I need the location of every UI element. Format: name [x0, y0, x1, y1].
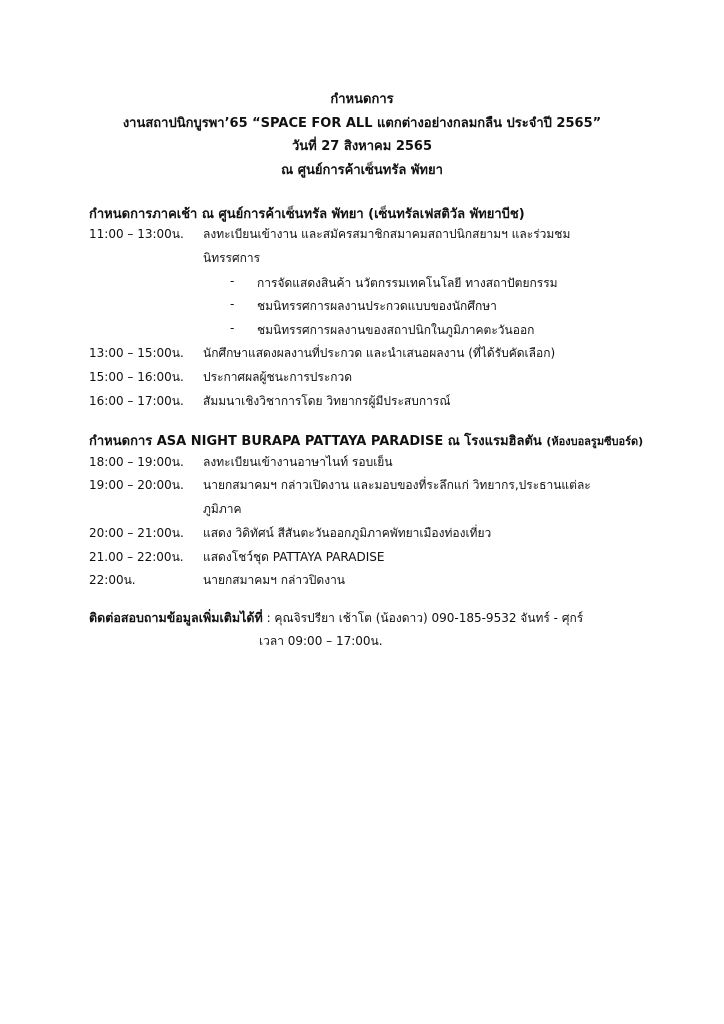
bullet-text: ชมนิทรรศการผลงานของสถาปนิกในภูมิภาคตะวันออก	[257, 323, 535, 337]
contact-hours: เวลา 09:00 – 17:00น.	[259, 634, 383, 648]
schedule-desc: นายกสมาคมฯ กล่าวเปิดงาน และมอบของที่ระลึกแก่ วิทยากร,ประธานแต่ละ	[203, 478, 591, 492]
header-venue: ณ ศูนย์การค้าเซ็นทรัล พัทยา	[281, 162, 443, 178]
bullet-dash: -	[230, 274, 235, 288]
bullet-text: ชมนิทรรศการผลงานประกวดแบบของนักศึกษา	[257, 299, 497, 313]
night-section-title	[89, 430, 643, 451]
header-title: กำหนดการ	[330, 92, 394, 107]
bullet-dash: -	[230, 297, 235, 311]
schedule-time: 18:00 – 19:00น.	[89, 455, 184, 469]
schedule-time: 21.00 – 22:00น.	[89, 550, 184, 564]
schedule-desc: แสดงโชว์ชุด PATTAYA PARADISE	[203, 550, 385, 564]
document-header	[0, 88, 724, 182]
schedule-desc-continuation: นิทรรศการ	[203, 251, 261, 265]
schedule-time: 13:00 – 15:00น.	[89, 346, 184, 360]
schedule-time: 22:00น.	[89, 573, 136, 587]
contact-line	[89, 608, 583, 628]
schedule-desc: แสดง วิดิทัศน์ สีสันตะวันออกภูมิภาคพัทยาเมืองท่องเที่ยว	[203, 526, 492, 540]
schedule-desc: ประกาศผลผู้ชนะการประกวด	[203, 370, 353, 384]
schedule-desc: ลงทะเบียนเข้างานอาษาไนท์ รอบเย็น	[203, 455, 393, 469]
bullet-dash: -	[230, 321, 235, 335]
schedule-desc-continuation: ภูมิภาค	[203, 502, 242, 516]
schedule-time: 19:00 – 20:00น.	[89, 478, 184, 492]
morning-section-title: กำหนดการภาคเช้า ณ ศูนย์การค้าเซ็นทรัล พัทยา (เซ็นทรัลเฟสติวัล พัทยาบีช)	[89, 207, 525, 222]
night-section-title-text: กำหนดการ ASA NIGHT BURAPA PATTAYA PARADISE ณ โรงแรมฮิลตัน	[89, 434, 542, 449]
night-section-title-suffix: (ห้องบอลรูมซีบอร์ด)	[546, 435, 644, 448]
contact-label: ติดต่อสอบถามข้อมูลเพิ่มเติมได้ที่	[89, 610, 263, 625]
schedule-time: 15:00 – 16:00น.	[89, 370, 184, 384]
header-event-name: งานสถาปนิกบูรพา’65 “SPACE FOR ALL แตกต่างอย่างกลมกลืน ประจำปี 2565”	[122, 115, 602, 131]
contact-detail: : คุณจิรปรียา เช้าโต (น้องดาว) 090-185-9532 จันทร์ - ศุกร์	[262, 611, 584, 625]
bullet-text: การจัดแสดงสินค้า นวัตกรรมเทคโนโลยี ทางสถาปัตยกรรม	[257, 276, 558, 290]
header-date: วันที่ 27 สิงหาคม 2565	[291, 139, 433, 154]
schedule-time: 11:00 – 13:00น.	[89, 227, 184, 241]
schedule-desc: นักศึกษาแสดงผลงานที่ประกวด และนำเสนอผลงาน (ที่ได้รับคัดเลือก)	[203, 346, 556, 360]
schedule-desc: ลงทะเบียนเข้างาน และสมัครสมาชิกสมาคมสถาปนิกสยามฯ และร่วมชม	[203, 227, 571, 241]
schedule-time: 20:00 – 21:00น.	[89, 526, 184, 540]
schedule-time: 16:00 – 17:00น.	[89, 394, 184, 408]
schedule-desc: นายกสมาคมฯ กล่าวปิดงาน	[203, 573, 346, 587]
schedule-desc: สัมมนาเชิงวิชาการโดย วิทยากรผู้มีประสบการณ์	[203, 394, 451, 408]
